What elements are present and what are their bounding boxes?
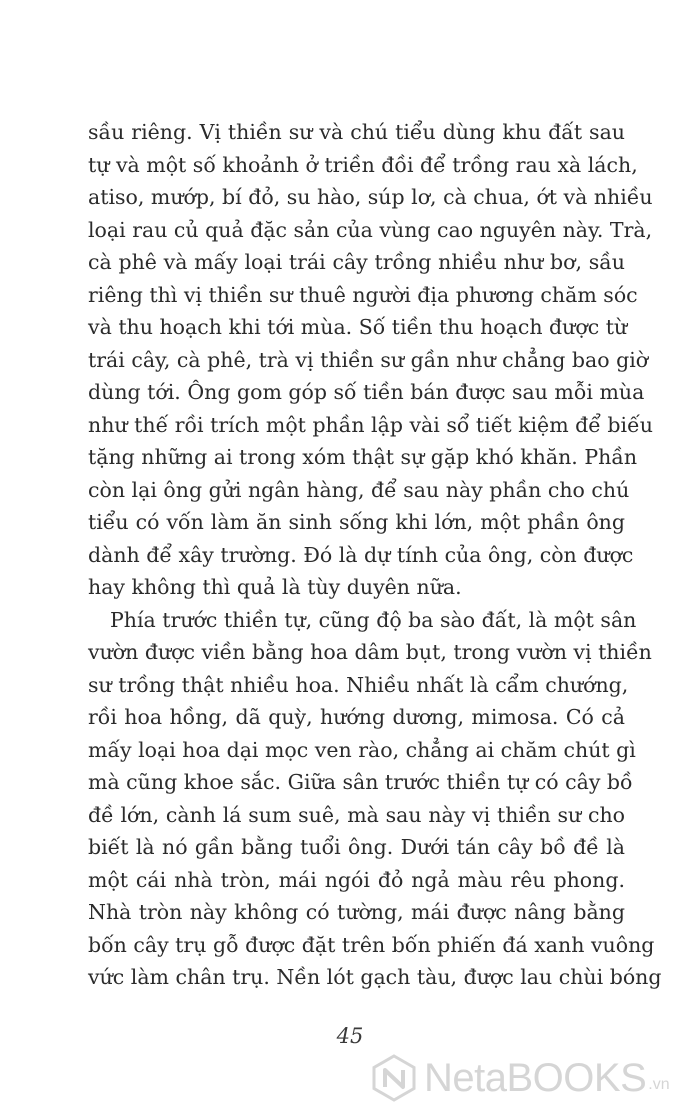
text-line: tiểu có vốn làm ăn sinh sống khi lớn, một phần ông — [88, 510, 625, 534]
text-line: vức làm chân trụ. Nền lót gạch tàu, được lau chùi bóng — [88, 965, 662, 989]
text-line: dành để xây trường. Đó là dự tính của ông, còn được — [88, 542, 634, 567]
text-line: tặng những ai trong xóm thật sự gặp khó khăn. Phần — [88, 445, 638, 469]
text-line: Phía trước thiền tự, cũng độ ba sào đất, là một sân — [110, 607, 637, 632]
text-line: bốn cây trụ gỗ được đặt trên bốn phiến đá xanh vuông — [88, 932, 655, 957]
text-line: Nhà tròn này không có tường, mái được nâng bằng — [88, 900, 625, 924]
text-line: sầu riêng. Vị thiền sư và chú tiểu dùng khu đất sau — [88, 120, 625, 144]
watermark-suffix: .vn — [648, 1076, 670, 1093]
text-line: trái cây, cà phê, trà vị thiền sư gần như chẳng bao giờ — [88, 347, 649, 372]
netabooks-logo-icon — [370, 1054, 418, 1102]
page-number: 45 — [336, 1024, 364, 1048]
watermark — [370, 1052, 670, 1104]
text-line: và thu hoạch khi tới mùa. Số tiền thu hoạch được từ — [88, 315, 628, 339]
watermark-brand: NetaBOOKS — [424, 1055, 647, 1100]
text-line: cà phê và mấy loại trái cây trồng nhiều như bơ, sầu — [88, 250, 625, 274]
text-line: tự và một số khoảnh ở triền đồi để trồng rau xà lách, — [88, 152, 638, 177]
text-line: một cái nhà tròn, mái ngói đỏ ngả màu rêu phong. — [88, 867, 625, 892]
paragraph — [88, 604, 662, 994]
text-line: sư trồng thật nhiều hoa. Nhiều nhất là cẩm chướng, — [88, 672, 629, 697]
text-line: hay không thì quả là tùy duyên nữa. — [88, 575, 462, 599]
paragraph — [88, 116, 653, 604]
text-line: còn lại ông gửi ngân hàng, để sau này phần cho chú — [88, 477, 630, 502]
text-line: rồi hoa hồng, dã quỳ, hướng dương, mimosa. Có cả — [88, 705, 625, 729]
text-line: biết là nó gần bằng tuổi ông. Dưới tán cây bồ đề là — [88, 835, 625, 859]
text-line: mà cũng khoe sắc. Giữa sân trước thiền tự có cây bồ — [88, 770, 633, 794]
text-line: đề lớn, cành lá sum suê, mà sau này vị thiền sư cho — [88, 802, 625, 827]
text-line: dùng tới. Ông gom góp số tiền bán được sau mỗi mùa — [88, 380, 645, 404]
text-line: riêng thì vị thiền sư thuê người địa phương chăm sóc — [88, 282, 638, 307]
body-text — [88, 116, 662, 994]
text-line: atiso, mướp, bí đỏ, su hào, súp lơ, cà chua, ớt và nhiều — [88, 185, 653, 209]
text-line: như thế rồi trích một phần lập vài sổ tiết kiệm để biếu — [88, 412, 653, 437]
text-line: mấy loại hoa dại mọc ven rào, chẳng ai chăm chút gì — [88, 737, 636, 762]
text-line: loại rau củ quả đặc sản của vùng cao nguyên này. Trà, — [88, 217, 653, 242]
text-line: vườn được viền bằng hoa dâm bụt, trong vườn vị thiền — [88, 640, 652, 664]
